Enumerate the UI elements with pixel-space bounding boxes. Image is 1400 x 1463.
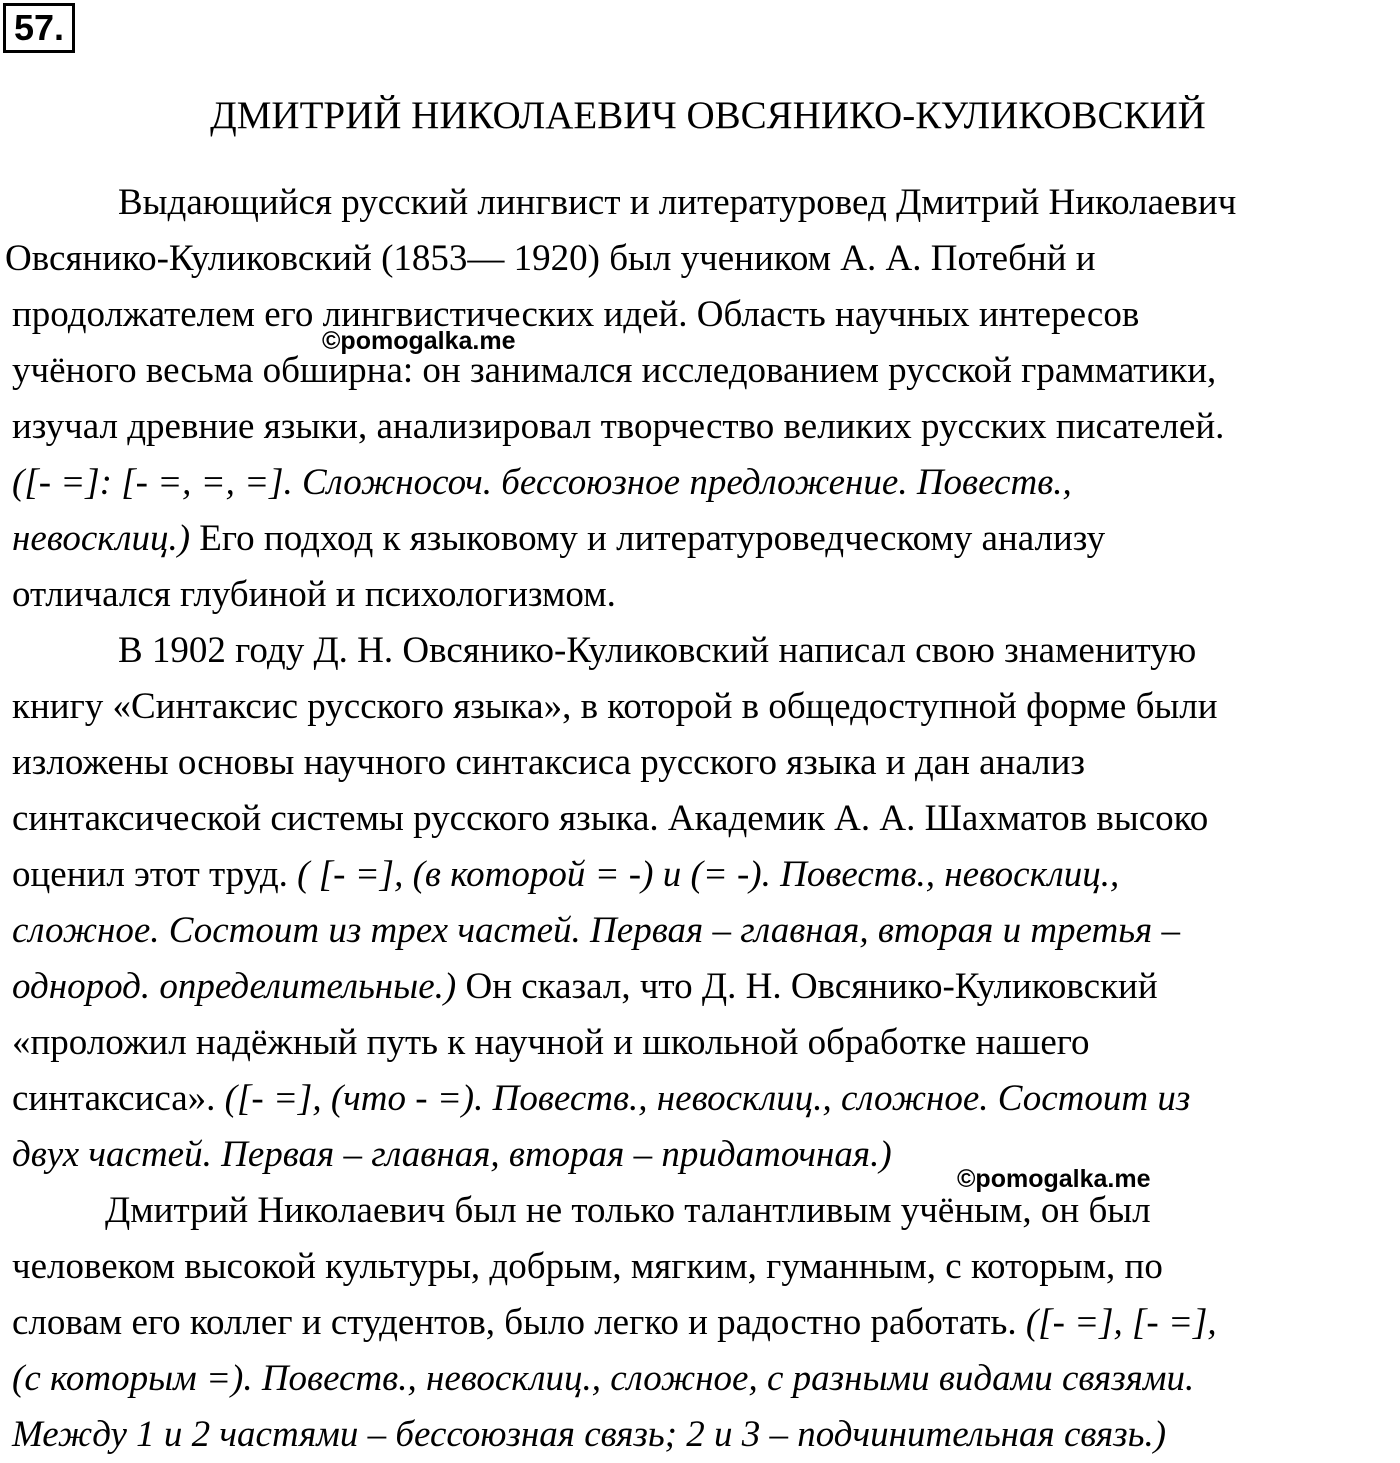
text-run: В 1902 году Д. Н. Овсянико-Куликовский написал свою знаменитую <box>118 630 1197 671</box>
text-line <box>12 399 1224 455</box>
text-run: синтаксиса». <box>12 1078 225 1119</box>
text-run: продолжателем его лингвистических идей. Область научных интересов <box>12 294 1140 335</box>
text-line <box>12 287 1139 343</box>
text-line <box>12 455 1072 511</box>
syntax-annotation: ([- =], [- =], <box>1025 1302 1217 1343</box>
text-run: человеком высокой культуры, добрым, мягким, гуманным, с которым, по <box>12 1246 1163 1287</box>
text-run: словам его коллег и студентов, было легко и радостно работать. <box>12 1302 1026 1343</box>
syntax-annotation: ( [- =], (в которой = -) и (= -). Повеств., невосклиц., <box>297 854 1120 895</box>
text-line <box>12 1127 892 1183</box>
text-run: изучал древние языки, анализировал творчество великих русских писателей. <box>12 406 1225 447</box>
text-line <box>12 1239 1163 1295</box>
text-run: Его подход к языковому и литературоведческому анализу <box>190 518 1106 559</box>
syntax-annotation: сложное. Состоит из трех частей. Первая – главная, вторая и третья – <box>12 910 1180 951</box>
text-line <box>12 1295 1217 1351</box>
text-line <box>12 511 1105 567</box>
text-line <box>12 791 1208 847</box>
text-line <box>12 959 1158 1015</box>
text-run: Выдающийся русский лингвист и литературовед Дмитрий Николаевич <box>118 182 1237 223</box>
syntax-annotation: ([- =], (что - =). Повеств., невосклиц., сложное. Состоит из <box>224 1078 1191 1119</box>
text-run: изложены основы научного синтаксиса русского языка и дан анализ <box>12 742 1085 783</box>
exercise-number: 57. <box>3 3 75 53</box>
syntax-annotation: (с которым =). Повеств., невосклиц., сложное, с разными видами связями. <box>12 1358 1195 1399</box>
watermark: ©pomogalka.me <box>957 1165 1151 1193</box>
text-line <box>12 1407 1166 1463</box>
text-line <box>12 1071 1190 1127</box>
text-run: оценил этот труд. <box>12 854 298 895</box>
text-line <box>12 567 616 623</box>
text-line <box>12 735 1085 791</box>
text-line <box>12 847 1119 903</box>
text-run: Он сказал, что Д. Н. Овсянико-Куликовский <box>456 966 1158 1007</box>
text-run: книгу «Синтаксис русского языка», в которой в общедоступной форме были <box>12 686 1218 727</box>
text-line <box>12 343 1216 399</box>
text-run: отличался глубиной и психологизмом. <box>12 574 616 615</box>
text-run: учёного весьма обширна: он занимался исследованием русской грамматики, <box>12 350 1217 391</box>
text-run: синтаксической системы русского языка. Академик А. А. Шахматов высоко <box>12 798 1209 839</box>
text-line <box>12 903 1180 959</box>
syntax-annotation: однород. определительные.) <box>12 966 457 1007</box>
syntax-annotation: невосклиц.) <box>12 518 191 559</box>
text-line <box>118 175 1236 231</box>
text-line <box>12 1351 1194 1407</box>
text-line <box>118 623 1196 679</box>
syntax-annotation: Между 1 и 2 частями – бессоюзная связь; 2 и 3 – подчинительная связь.) <box>12 1414 1167 1455</box>
article-title: ДМИТРИЙ НИКОЛАЕВИЧ ОВСЯНИКО-КУЛИКОВСКИЙ <box>210 94 1206 137</box>
text-run: «проложил надёжный путь к научной и школьной обработке нашего <box>12 1022 1090 1063</box>
syntax-annotation: ([- =]: [- =, =, =]. Сложносоч. бессоюзное предложение. Повеств., <box>12 462 1072 503</box>
text-line <box>5 231 1096 287</box>
watermark: ©pomogalka.me <box>322 327 516 355</box>
syntax-annotation: двух частей. Первая – главная, вторая – придаточная.) <box>12 1134 892 1175</box>
text-line <box>12 679 1218 735</box>
text-run: Овсянико-Куликовский (1853— 1920) был учеником А. А. Потебнй и <box>5 238 1096 279</box>
text-line <box>12 1015 1090 1071</box>
text-run: Дмитрий Николаевич был не только талантливым учёным, он был <box>105 1190 1151 1231</box>
